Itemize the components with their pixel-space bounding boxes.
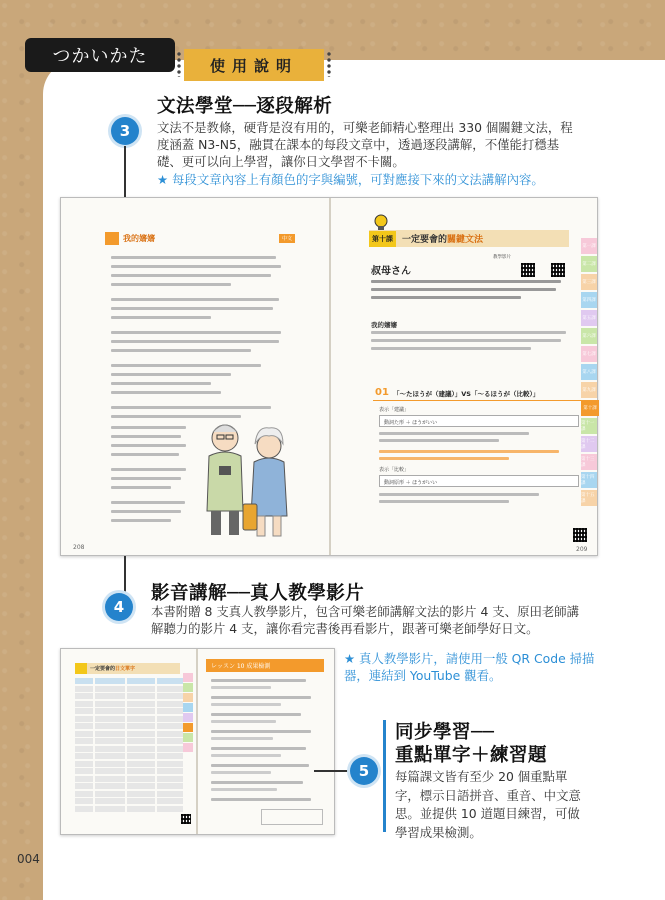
page-number: 004 [17, 852, 40, 866]
chapter-tab[interactable]: 第八課 [581, 364, 597, 380]
chapter-tab-active[interactable]: 第十課 [581, 400, 599, 416]
chapter-side-tabs [581, 238, 599, 508]
word-list-heading-key: 日文單字 [115, 666, 136, 672]
grammar-title: 「〜たほうが（建議）」VS「〜るほうが（比較）」 [393, 390, 540, 398]
chapter-side-tabs [183, 673, 193, 753]
decor-dots-right [326, 51, 332, 77]
qr-code-icon[interactable] [573, 528, 587, 542]
lesson-badge-small [75, 663, 87, 674]
section-tag: 使用說明 [184, 49, 324, 81]
chapter-tab[interactable]: 第十二課 [581, 436, 597, 452]
section-title: 同步學習── [395, 722, 495, 743]
chapter-tab[interactable]: 第十五課 [581, 490, 597, 506]
chapter-tab[interactable]: 第六課 [581, 328, 597, 344]
grammar-examples [379, 432, 569, 464]
featured-word: 叔母さん [371, 266, 411, 277]
book-spread-preview-2 [60, 648, 335, 835]
chapter-tag: つかいかた [25, 38, 175, 72]
section-note: ★ 每段文章內容上有顏色的字與編號，可對應接下來的文法講解內容。 [157, 172, 544, 187]
right-heading-key: 關鍵文法 [447, 235, 484, 245]
right-section-label: 我的嬸嬸 [371, 321, 397, 329]
grammar-label: 表示「比較」 [379, 467, 410, 473]
grammar-formula-box: 動詞原形 ＋ ほうがいい [379, 475, 579, 487]
right-page-text [371, 280, 571, 309]
book-gutter [329, 198, 331, 555]
right-page-text [371, 331, 571, 355]
grammar-number: 01 [375, 387, 389, 398]
word-list-header [75, 663, 180, 674]
chapter-tab[interactable]: 第二課 [581, 256, 597, 272]
qr-label: 教學影片 [493, 255, 511, 260]
chapter-tab[interactable]: 第十四課 [581, 472, 597, 488]
exercise-questions [211, 679, 321, 805]
section-number-badge: 4 [105, 593, 133, 621]
qr-code-icon[interactable] [551, 263, 565, 277]
left-page-text [111, 256, 286, 424]
chapter-tab[interactable]: 第十三課 [581, 454, 597, 470]
answer-box [261, 809, 323, 825]
divider [373, 400, 583, 401]
word-list-table [75, 678, 183, 813]
book-gutter [196, 649, 198, 834]
section-title: 重點單字＋練習題 [395, 745, 548, 766]
lightbulb-icon [373, 214, 389, 232]
header-icon [105, 232, 119, 245]
right-heading-prefix: 一定要會的 [402, 235, 448, 245]
left-page-heading: 我的嬸嬸 [123, 234, 155, 243]
connector-line [124, 556, 126, 596]
decor-dots-left [176, 51, 182, 77]
left-page-number: 208 [73, 544, 85, 551]
chapter-tab[interactable]: 第五課 [581, 310, 597, 326]
section-title: 文法學堂──逐段解析 [157, 96, 333, 117]
lang-tag: 中文 [279, 234, 295, 243]
qr-code-icon[interactable] [181, 814, 191, 824]
exercise-header: レッスン 10 成果檢測 [206, 659, 324, 672]
section-title: 影音講解──真人教學影片 [151, 583, 365, 604]
section-body: 每篇課文皆有至少 20 個重點單字，標示日語拼音、重音、中文意思。並提供 10 道題目練習，可做學習成果檢測。 [395, 769, 581, 840]
chapter-tab[interactable]: 第三課 [581, 274, 597, 290]
left-page-header [105, 232, 295, 245]
section-accent-bar [383, 720, 386, 832]
right-page-header [369, 230, 569, 247]
word-list-heading-prefix: 一定要會的 [90, 666, 116, 672]
chapter-tab[interactable]: 第七課 [581, 346, 597, 362]
chapter-tab[interactable]: 第十一課 [581, 418, 597, 434]
elderly-couple-illustration [191, 416, 301, 541]
chapter-tab[interactable]: 第一課 [581, 238, 597, 254]
section-number-badge: 3 [111, 117, 139, 145]
left-page-text-lower [111, 426, 191, 528]
qr-code-icon[interactable] [521, 263, 535, 277]
section-body: 文法不是教條，硬背是沒有用的，可樂老師精心整理出 330 個關鍵文法，程度涵蓋 N3-N5，融貫在課本的每段文章中，透過逐段講解，不僅能打穩基礎、更可以向上學習，讓你日文學習不卡關。 [157, 120, 573, 169]
right-page-number: 209 [576, 546, 588, 553]
lesson-badge: 第十課 [369, 231, 396, 247]
grammar-examples [379, 493, 569, 507]
chapter-tab[interactable]: 第九課 [581, 382, 597, 398]
grammar-label: 表示「建議」 [379, 407, 410, 413]
section-body: 本書附贈 8 支真人教學影片，包含可樂老師講解文法的影片 4 支、原田老師講解聽力的影片 4 支，讓你看完書後再看影片，跟著可樂老師學好日文。 [151, 604, 580, 636]
section-number-badge: 5 [350, 757, 378, 785]
chapter-tab[interactable]: 第四課 [581, 292, 597, 308]
section-note: ★ 真人教學影片，請使用一般 QR Code 掃描器，連結到 YouTube 觀看。 [344, 651, 595, 683]
book-spread-preview [60, 197, 598, 556]
grammar-formula-box: 動詞た形 ＋ ほうがいい [379, 415, 579, 427]
